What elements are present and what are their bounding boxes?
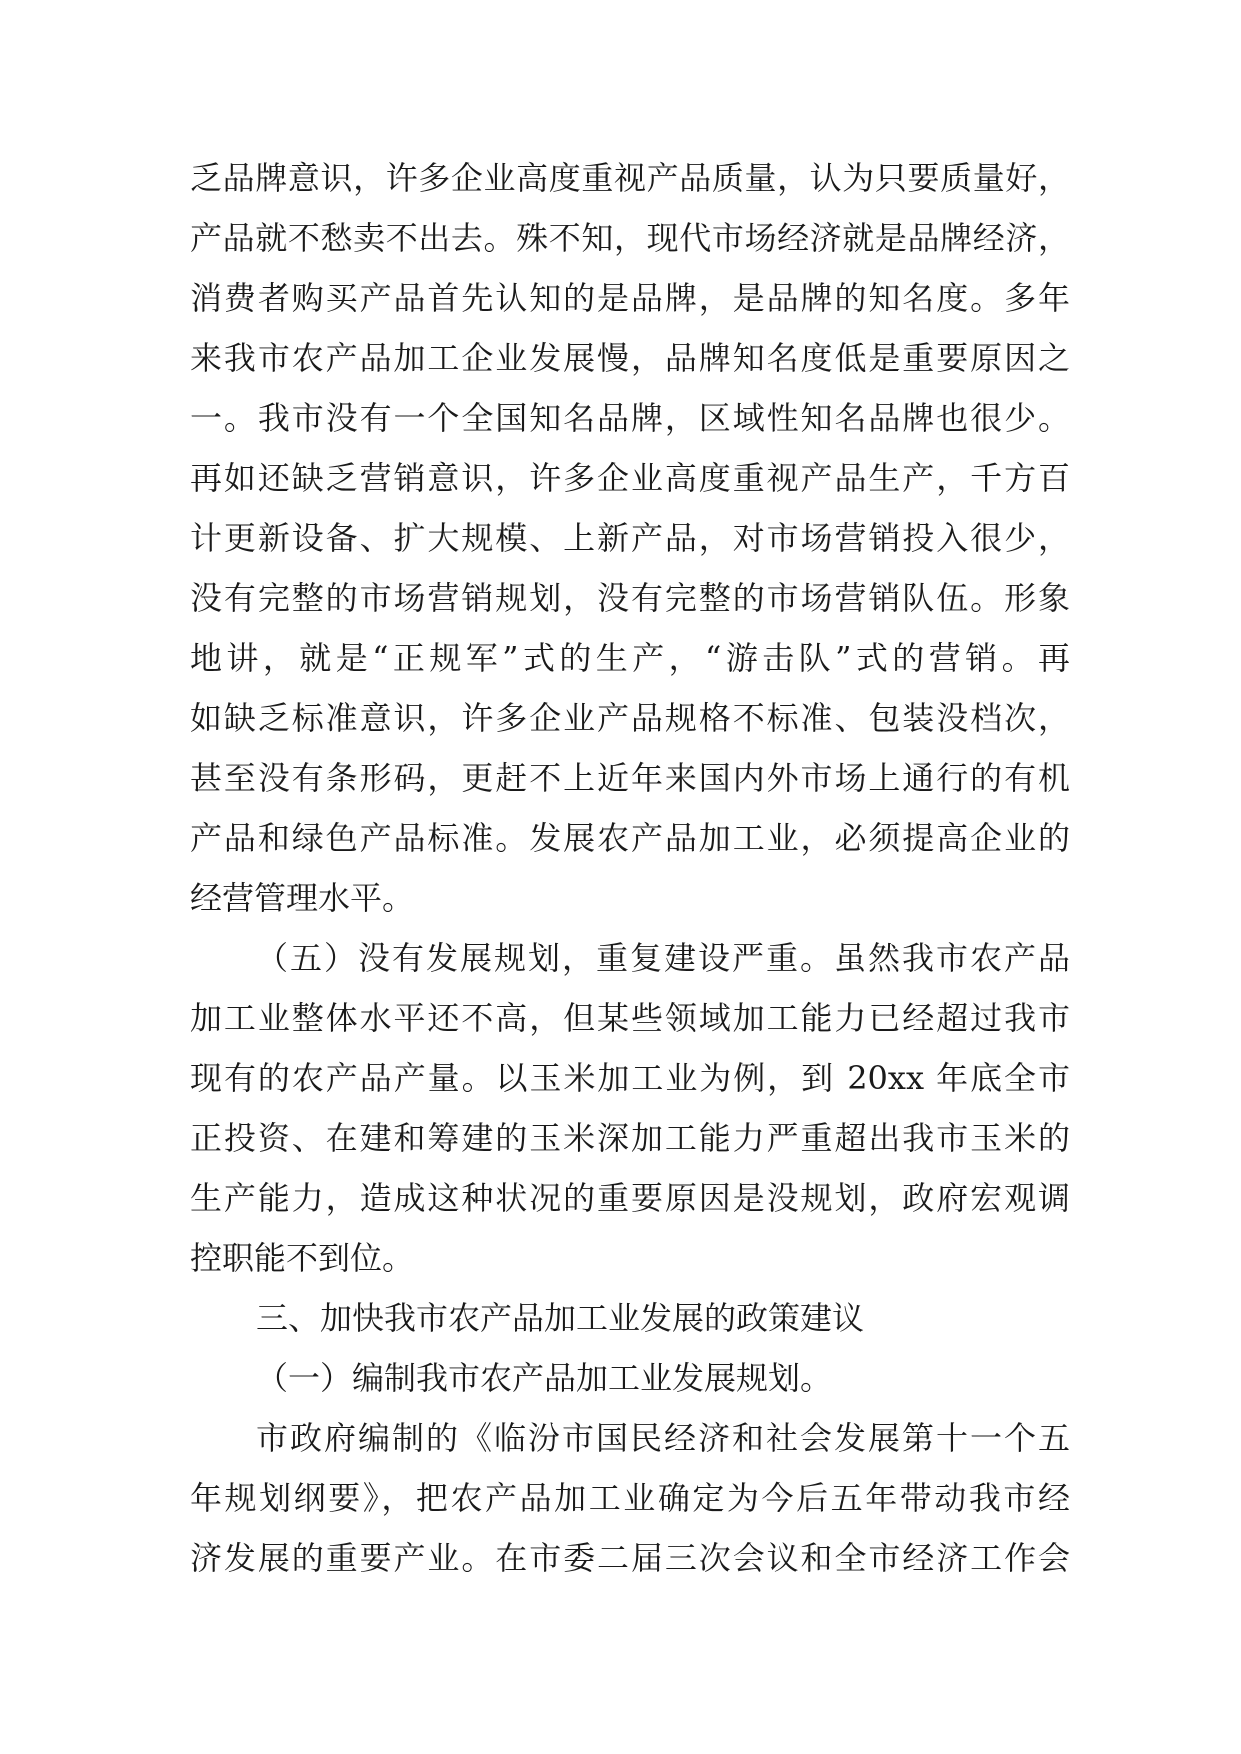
text-line: 如缺乏标准意识，许多企业产品规格不标准、包装没档次， <box>190 699 1070 737</box>
text-line: 来我市农产品加工企业发展慢，品牌知名度低是重要原因之 <box>190 339 1070 377</box>
text-line: 生产能力，造成这种状况的重要原因是没规划，政府宏观调 <box>190 1179 1070 1217</box>
text-line: 产品就不愁卖不出去。殊不知，现代市场经济就是品牌经济， <box>190 219 1070 257</box>
text-line: 控职能不到位。 <box>190 1239 415 1277</box>
text-line: 乏品牌意识，许多企业高度重视产品质量，认为只要质量好， <box>190 159 1070 197</box>
text-line: 三、加快我市农产品加工业发展的政策建议 <box>256 1299 865 1337</box>
text-line: 市政府编制的《临汾市国民经济和社会发展第十一个五 <box>256 1419 1070 1457</box>
text-line: 年规划纲要》，把农产品加工业确定为今后五年带动我市经 <box>190 1479 1070 1517</box>
text-line: 济发展的重要产业。在市委二届三次会议和全市经济工作会 <box>190 1539 1070 1577</box>
text-line: 计更新设备、扩大规模、上新产品，对市场营销投入很少， <box>190 519 1070 557</box>
text-line: 地讲，就是“正规军”式的生产，“游击队”式的营销。再 <box>190 639 1070 677</box>
text-line: 再如还缺乏营销意识，许多企业高度重视产品生产，千方百 <box>190 459 1070 497</box>
text-line: 甚至没有条形码，更赶不上近年来国内外市场上通行的有机 <box>190 759 1070 797</box>
text-line: （五）没有发展规划，重复建设严重。虽然我市农产品 <box>256 939 1070 977</box>
text-line: 消费者购买产品首先认知的是品牌，是品牌的知名度。多年 <box>190 279 1070 317</box>
text-line: 现有的农产品产量。以玉米加工业为例，到 20xx 年底全市 <box>190 1059 1070 1097</box>
text-line: 加工业整体水平还不高，但某些领域加工能力已经超过我市 <box>190 999 1070 1037</box>
body-text <box>190 148 1070 1588</box>
text-line: 一。我市没有一个全国知名品牌，区域性知名品牌也很少。 <box>190 399 1070 437</box>
text-line: 正投资、在建和筹建的玉米深加工能力严重超出我市玉米的 <box>190 1119 1070 1157</box>
text-line: 没有完整的市场营销规划，没有完整的市场营销队伍。形象 <box>190 579 1070 617</box>
text-line: 经营管理水平。 <box>190 879 415 917</box>
text-line: 产品和绿色产品标准。发展农产品加工业，必须提高企业的 <box>190 819 1070 857</box>
text-line: （一）编制我市农产品加工业发展规划。 <box>256 1359 833 1397</box>
